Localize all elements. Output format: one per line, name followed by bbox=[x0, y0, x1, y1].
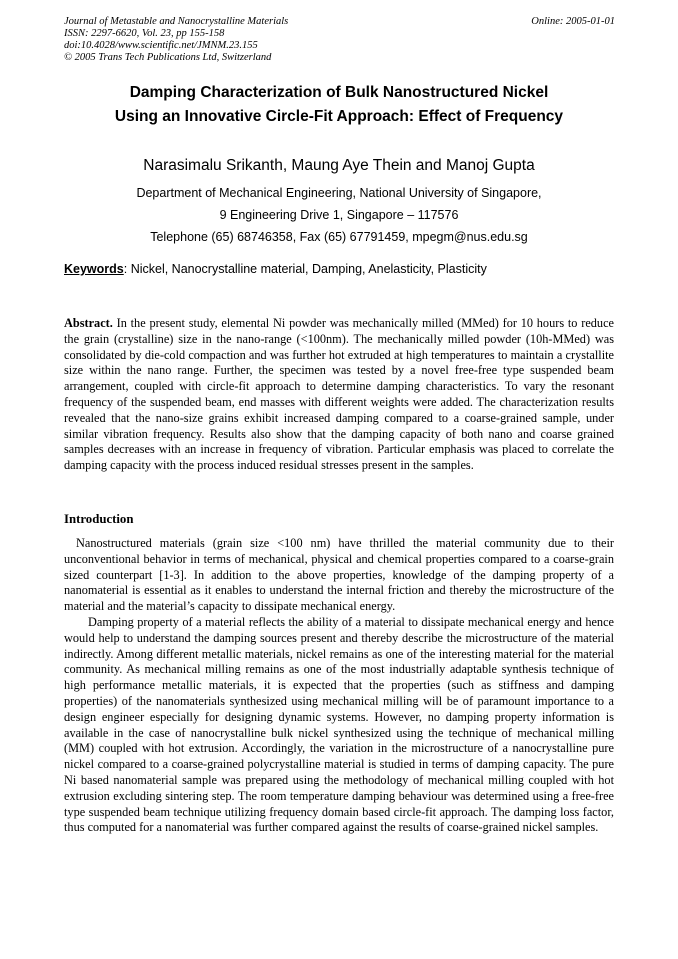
doi[interactable]: doi:10.4028/www.scientific.net/JMNM.23.155 bbox=[64, 40, 258, 51]
affiliation-line-1: Department of Mechanical Engineering, National University of Singapore, bbox=[136, 186, 542, 200]
introduction-paragraph-2: Damping property of a material reflects the ability of a material to dissipate mechanical energy and hence would help to understand the damping sources present and thereby describe the microstructure of the material indirectly. Among different metallic materials, nickel remains as one of the interesting material for the material community. As mechanical milling remains as one of the most industrially adaptable synthesis technique of high performance metallic materials, it is expected that the properties (such as stiffness and damping properties) of the nanomaterials synthesized using mechanical milling will be of paramount importance to a design engineer especially for designing dynamic systems. However, no damping property information is available in the case of nanocrystalline bulk nickel synthesized using the technique of mechanical milling (MM) coupled with hot extrusion. Accordingly, the variation in the microstructure of a nanocrystalline pure nickel compared to a coarse-grained polycrystalline material is studied in terms of damping capacity. The pure Ni based nanomaterial sample was prepared using the methodology of mechanical milling coupled with hot extrusion excluding sintering step. The room temperature damping behaviour was determined using a free-free type suspended beam technique utilizing frequency domain based circle-fit approach. The damping loss factor, thus computed for a nanomaterial was further compared against the results of coarse-grained nickel samples. bbox=[64, 614, 614, 835]
abstract bbox=[64, 316, 614, 474]
affiliation bbox=[40, 182, 638, 248]
keywords-text: : Nickel, Nanocrystalline material, Damping, Anelasticity, Plasticity bbox=[123, 262, 487, 276]
keywords bbox=[64, 262, 487, 276]
affiliation-line-2: 9 Engineering Drive 1, Singapore – 117576 bbox=[219, 208, 459, 222]
keywords-label: Keywords bbox=[64, 262, 124, 276]
paper-title bbox=[40, 81, 638, 129]
affiliation-line-3[interactable]: Telephone (65) 68746358, Fax (65) 67791459, mpegm@nus.edu.sg bbox=[150, 230, 528, 244]
online-date: Online: 2005-01-01 bbox=[531, 16, 615, 27]
introduction-paragraph-1: Nanostructured materials (grain size <100 nm) have thrilled the material community due to their unconventional behavior in terms of mechanical, physical and chemical properties compared to a coarse-grain sized counterpart [1-3]. In addition to the above properties, knowledge of the damping property of a nanomaterial is essential as it enables to understand the internal friction and thereby the microstructure of the material and the material’s capacity to dissipate mechanical energy. bbox=[64, 536, 614, 614]
journal-name: Journal of Metastable and Nanocrystalline Materials bbox=[64, 16, 289, 27]
title-line-1: Damping Characterization of Bulk Nanostructured Nickel bbox=[129, 84, 549, 101]
introduction-body bbox=[64, 536, 614, 836]
journal-header bbox=[64, 16, 615, 64]
authors: Narasimalu Srikanth, Maung Aye Thein and Manoj Gupta bbox=[143, 157, 535, 174]
title-line-2: Using an Innovative Circle-Fit Approach: Effect of Frequency bbox=[114, 108, 564, 125]
copyright: © 2005 Trans Tech Publications Ltd, Switzerland bbox=[64, 52, 272, 63]
issn: ISSN: 2297-6620, Vol. 23, pp 155-158 bbox=[64, 28, 225, 39]
abstract-lead: Abstract. bbox=[64, 316, 113, 330]
abstract-text: In the present study, elemental Ni powder was mechanically milled (MMed) for 10 hours to reduce the grain (crystalline) size in the nano-range (<100nm). The mechanically milled powder (10h-MMed) was consolidated by die-cold compaction and was further hot extruded at high temperatures to maintain a crystallite size within the nano range. Further, the specimen was tested by a novel free-free type suspended beam arrangement, coupled with circle-fit approach to determine damping characteristics. To vary the resonant frequency of the suspended beam, end masses with different weights were added. The characterization results revealed that the nano-size grains exhibit increased damping compared to a coarse-grained sample, under similar vibration frequency. Results also show that the damping capacity of both nano and coarse grained samples decreases with an increase in frequency of vibration. Particular emphasis was placed to correlate the damping capacity with the process induced residual stresses present in the samples. bbox=[64, 316, 614, 473]
introduction-heading: Introduction bbox=[64, 512, 134, 526]
